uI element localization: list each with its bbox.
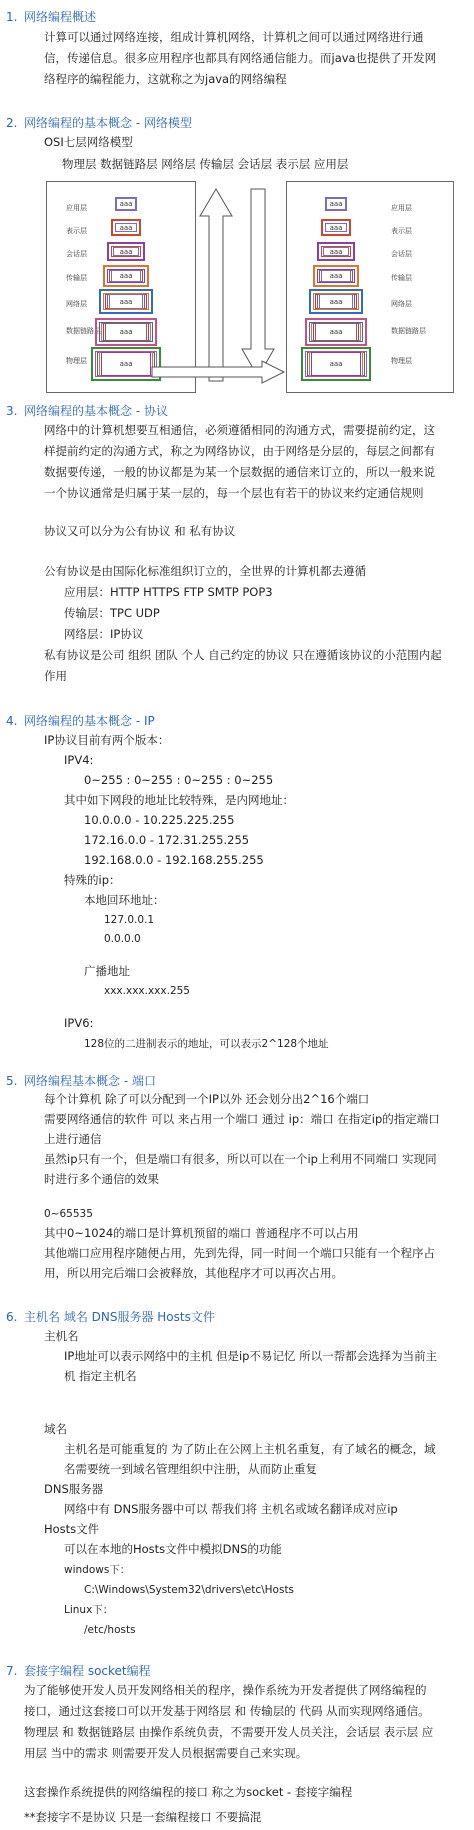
s7-line: 接口，通过这套接口可以开发基于网络层 和 传输层的 代码 从而实现网络通信。: [24, 1704, 430, 1718]
s3-line: 数据要传递，一般的协议都是为某一个层数据的通信来订立的，所以一般来说: [44, 465, 435, 479]
section-title: 网络编程概述: [24, 10, 97, 24]
broadcast-label: 广播地址: [84, 964, 130, 978]
up-arrow-icon: [200, 189, 232, 381]
dns-label: DNS服务器: [44, 1482, 104, 1496]
section-number: 3.: [6, 404, 18, 418]
domain-label: 域名: [44, 1422, 67, 1436]
private-net: 192.168.0.0 - 192.168.255.255: [84, 853, 264, 867]
osi-title: OSI七层网络模型: [44, 135, 133, 149]
layer-label: 会话层: [391, 250, 412, 258]
layer-label: 应用层: [66, 204, 87, 212]
osi-arrows: [46, 181, 454, 393]
s5-line: 虽然ip只有一个，但是端口有很多，所以可以在一个ip上利用不同端口 实现同: [44, 1152, 437, 1166]
section-7-heading: [6, 1662, 151, 1679]
s6-line: 主机名是可能重复的 为了防止在公网上主机名重复，有了域名的概念，域: [64, 1442, 436, 1456]
special-ip-label: 特殊的ip：: [64, 873, 121, 887]
ipv4-range: 0~255 : 0~255 : 0~255 : 0~255: [84, 773, 274, 787]
hosts-desc: 可以在本地的Hosts文件中模拟DNS的功能: [64, 1542, 282, 1556]
payload-text: aaa: [329, 200, 343, 208]
payload-text: aaa: [119, 360, 133, 368]
section-title: 套接字编程 socket编程: [24, 1664, 151, 1678]
private-nets-intro: 其中如下网段的地址比较特殊，是内网地址：: [64, 793, 294, 807]
s5-line: 用，所以用完后端口会被释放，其他程序才可以再次占用。: [44, 1266, 343, 1280]
s3-line: 一个协议通常是归属于某一层的，每一个层也有若干的协议来约定通信规则: [44, 486, 424, 500]
layer-label: 网络层: [391, 300, 412, 308]
ipv4-label: IPV4:: [64, 753, 94, 767]
s3-line: 网络中的计算机想要互相通信，必须遵循相同的沟通方式，需要提前约定，这: [44, 423, 435, 437]
payload-text: aaa: [329, 223, 343, 232]
layer-label: 表示层: [391, 227, 412, 235]
section-5-heading: [6, 1072, 156, 1089]
private-net: 10.0.0.0 - 10.225.225.255: [84, 813, 235, 827]
ipv6-label: IPV6:: [64, 1016, 94, 1030]
ip-intro: IP协议目前有两个版本：: [44, 733, 170, 747]
socket-definition: 这套操作系统提供的网络编程的接口 称之为socket - 套接字编程: [24, 1785, 353, 1799]
windows-label: windows下：: [64, 1564, 131, 1576]
s6-line: IP地址可以表示网络中的主机 但是ip不易记忆 所以一帮都会选择为当前主: [64, 1349, 438, 1363]
layer-label: 数据链路层: [391, 327, 426, 335]
s1-line: 络程序的编程能力，这就称之为java的网络编程: [44, 72, 287, 86]
s6-line: 机 指定主机名: [64, 1369, 137, 1383]
payload-text: aaa: [119, 272, 133, 280]
hosts-label: Hosts文件: [44, 1522, 100, 1536]
public-protocol: 公有协议是由国际化标准组织订立的，全世界的计算机都去遵循: [44, 564, 366, 578]
payload-text: aaa: [329, 297, 343, 306]
port-range: 0~65535: [44, 1208, 93, 1220]
section-3-heading: [6, 402, 168, 419]
osi-layers-line: 物理层 数据链路层 网络层 传输层 会话层 表示层 应用层: [62, 157, 349, 171]
osi-diagram: [46, 181, 454, 393]
section-number: 2.: [6, 116, 18, 130]
transport-layer-protocols: 传输层：TPC UDP: [64, 606, 160, 620]
socket-note: **套接字不是协议 只是一套编程接口 不要搞混: [24, 1810, 262, 1824]
s5-line: 每个计算机 除了可以分配到一个IP以外 还会划分出2^16个端口: [44, 1092, 370, 1106]
payload-text: aaa: [329, 328, 343, 336]
broadcast-address: xxx.xxx.xxx.255: [104, 985, 190, 997]
app-layer-protocols: 应用层：HTTP HTTPS FTP SMTP POP3: [64, 585, 273, 599]
linux-hosts-path: /etc/hosts: [84, 1624, 136, 1636]
private-protocol: 私有协议是公司 组织 团队 个人 自己约定的协议 只在遵循该协议的小范围内起: [44, 648, 442, 662]
section-title: 网络编程的基本概念 - 协议: [24, 404, 168, 418]
s7-line: 用层 当中的需求 则需要开发人员根据需要自己来实现。: [24, 1746, 308, 1760]
s6-line: 名需要统一到域名管理组织中注册，从而防止重复: [64, 1462, 317, 1476]
section-number: 1.: [6, 10, 18, 24]
section-title: 网络编程的基本概念 - IP: [24, 714, 155, 728]
s5-line: 上进行通信: [44, 1132, 102, 1146]
loopback-address: 127.0.0.1: [104, 914, 155, 926]
payload-text: aaa: [119, 328, 133, 336]
payload-text: aaa: [119, 297, 133, 306]
payload-text: aaa: [329, 247, 343, 256]
layer-label: 网络层: [66, 300, 87, 308]
payload-text: aaa: [119, 247, 133, 256]
section-number: 7.: [6, 1664, 18, 1678]
s3-line: 样提前约定的沟通方式，称之为网络协议，由于网络是分层的，每层之间都有: [44, 444, 435, 458]
private-protocol: 作用: [44, 669, 67, 683]
layer-label: 数据链路层: [66, 327, 101, 335]
network-layer-protocols: 网络层：IP协议: [64, 627, 144, 641]
loopback-label: 本地回环地址：: [84, 893, 165, 907]
ipv6-desc: 128位的二进制表示的地址，可以表示2^128个地址: [84, 1038, 329, 1050]
payload-text: aaa: [119, 200, 133, 208]
section-6-heading: [6, 1308, 215, 1325]
protocol-kinds: 协议又可以分为公有协议 和 私有协议: [44, 524, 236, 538]
section-4-heading: [6, 712, 155, 729]
layer-label: 传输层: [391, 274, 412, 282]
s5-line: 其中0~1024的端口是计算机预留的端口 普通程序不可以占用: [44, 1226, 359, 1240]
layer-label: 应用层: [391, 204, 412, 212]
s5-line: 其他端口应用程序随便占用，先到先得，同一时间一个端口只能有一个程序占: [44, 1246, 435, 1260]
layer-label: 传输层: [66, 274, 87, 282]
loopback-address: 0.0.0.0: [104, 933, 141, 945]
s5-line: 时进行多个通信的效果: [44, 1172, 159, 1186]
section-1-heading: [6, 8, 96, 25]
s5-line: 需要网络通信的软件 可以 来占用一个端口 通过 ip：端口 在指定ip的指定端口: [44, 1112, 440, 1126]
s7-line: 为了能够使开发人员开发网络相关的程序，操作系统为开发者提供了网络编程的: [24, 1683, 427, 1697]
section-number: 4.: [6, 714, 18, 728]
payload-text: aaa: [329, 272, 343, 280]
payload-text: aaa: [329, 360, 343, 368]
hostname-label: 主机名: [44, 1329, 79, 1343]
section-number: 5.: [6, 1074, 18, 1088]
layer-label: 表示层: [66, 227, 87, 235]
s7-line: 物理层 和 数据链路层 由操作系统负责，不需要开发人员关注，会话层 表示层 应: [24, 1725, 434, 1739]
s1-line: 信，传递信息。很多应用程序也都具有网络通信能力。而java也提供了开发网: [44, 51, 437, 65]
private-net: 172.16.0.0 - 172.31.255.255: [84, 833, 250, 847]
windows-hosts-path: C:\Windows\System32\drivers\etc\Hosts: [84, 1584, 295, 1596]
layer-label: 物理层: [391, 357, 412, 365]
linux-label: Linux下：: [64, 1604, 114, 1616]
down-arrow-icon: [242, 189, 274, 377]
section-title: 主机名 域名 DNS服务器 Hosts文件: [24, 1310, 215, 1324]
s1-line: 计算可以通过网络连接，组成计算机网络，计算机之间可以通过网络进行通: [44, 30, 424, 44]
section-title: 网络编程的基本概念 - 网络模型: [24, 116, 192, 130]
dns-desc: 网络中有 DNS服务器中可以 帮我们将 主机名或域名翻译成对应ip: [64, 1502, 398, 1516]
layer-label: 会话层: [66, 250, 87, 258]
section-number: 6.: [6, 1310, 18, 1324]
section-2-heading: [6, 114, 192, 131]
payload-text: aaa: [119, 223, 133, 232]
section-title: 网络编程基本概念 - 端口: [24, 1074, 156, 1088]
layer-label: 物理层: [66, 357, 87, 365]
